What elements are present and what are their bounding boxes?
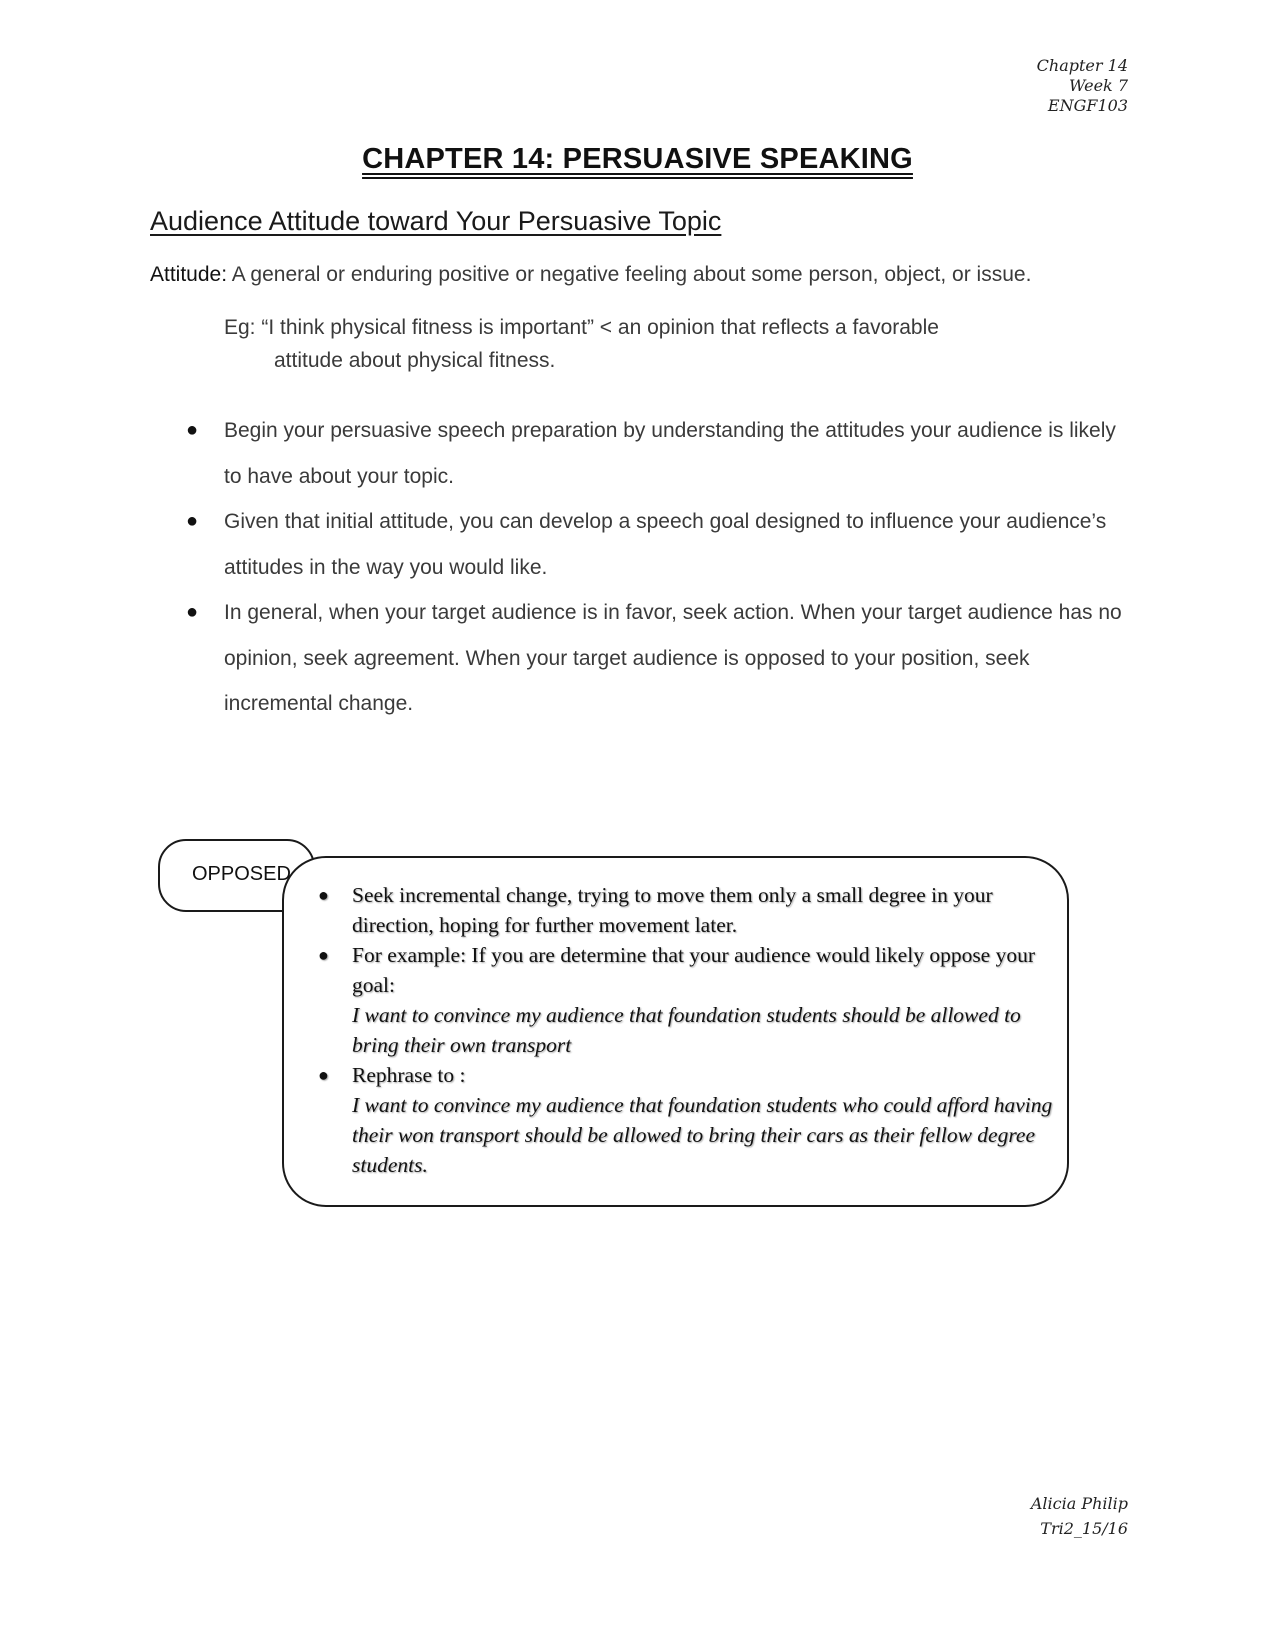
list-item-text: Given that initial attitude, you can develop a speech goal designed to influence your audience’s attitudes in the way you would like. <box>224 510 1107 579</box>
bullet-icon: ● <box>318 1065 329 1085</box>
header-week: Week 7 <box>1068 76 1128 95</box>
page-title: CHAPTER 14: PERSUASIVE SPEAKING <box>362 143 913 175</box>
bullet-icon: ● <box>186 601 199 623</box>
bullet-icon: ● <box>318 885 329 905</box>
callout-item <box>318 1060 1058 1180</box>
example-line-2: attitude about physical fitness. <box>274 349 556 372</box>
definition-term: Attitude: <box>150 263 228 286</box>
page-footer <box>1031 1491 1128 1541</box>
callout-item <box>318 940 1058 1060</box>
page-header <box>1037 56 1128 116</box>
callout-item-text: For example: If you are determine that your audience would likely oppose your goal: <box>352 943 1036 997</box>
list-item-text: Begin your persuasive speech preparation by understanding the attitudes your audience is likely to have about your topic. <box>224 419 1116 488</box>
callout-item <box>318 880 1058 940</box>
callout-list <box>318 880 1058 1180</box>
example-block <box>224 311 984 377</box>
bullet-list <box>186 408 1126 727</box>
definition-text: A general or enduring positive or negative feeling about some person, object, or issue. <box>227 263 1032 286</box>
footer-author: Alicia Philip <box>1030 1494 1128 1513</box>
section-heading: Audience Attitude toward Your Persuasive Topic <box>150 206 722 236</box>
callout-item-text: Rephrase to : <box>352 1063 466 1087</box>
bullet-icon: ● <box>318 945 329 965</box>
header-course: ENGF103 <box>1047 96 1128 115</box>
list-item <box>186 408 1126 499</box>
list-item <box>186 590 1126 727</box>
header-chapter: Chapter 14 <box>1036 56 1128 75</box>
callout-item-text: Seek incremental change, trying to move them only a small degree in your direction, hoping for further movement later. <box>352 883 993 937</box>
bullet-icon: ● <box>186 510 199 532</box>
callout-item-example: I want to convince my audience that foundation students who could afford having their won transport should be allowed to bring their cars as their fellow degree students. <box>352 1093 1053 1177</box>
footer-term: Tri2_15/16 <box>1040 1519 1128 1538</box>
attitude-definition <box>150 263 1031 287</box>
opposed-label: OPPOSED <box>192 863 291 885</box>
list-item-text: In general, when your target audience is in favor, seek action. When your target audience has no opinion, seek agreement. When your target audience is opposed to your position, seek incremental change. <box>224 601 1122 715</box>
example-line-1: Eg: “I think physical fitness is important” < an opinion that reflects a favorable <box>224 316 939 339</box>
list-item <box>186 499 1126 590</box>
callout-item-example: I want to convince my audience that foundation students should be allowed to bring their own transport <box>352 1003 1021 1057</box>
bullet-icon: ● <box>186 419 199 441</box>
